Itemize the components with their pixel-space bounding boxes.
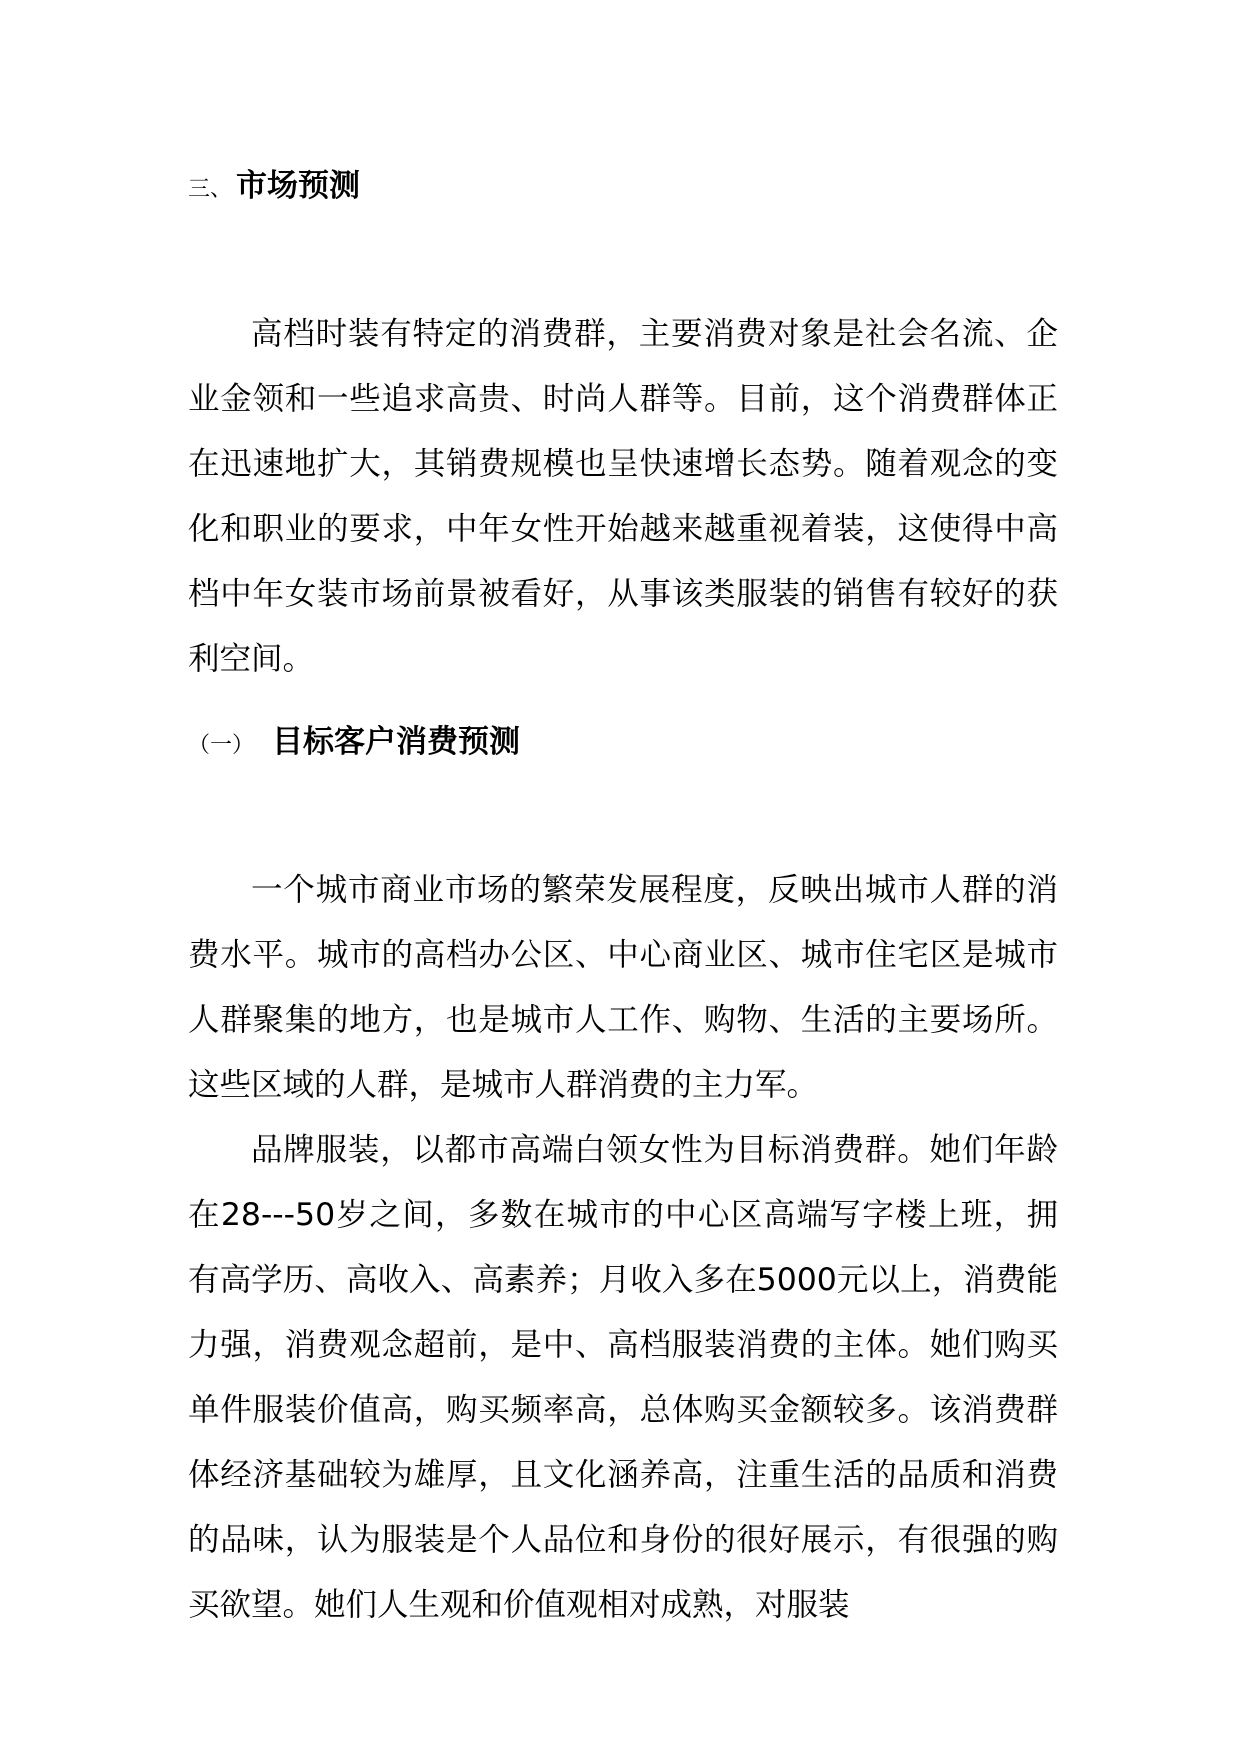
paragraph-brand-target: 品牌服装，以都市高端白领女性为目标消费群。她们年龄在28---50岁之间，多数在城市的中心区高端写字楼上班，拥有高学历、高收入、高素养；月收入多在5000元以上，消费能力强，消费观念超前，是中、高档服装消费的主体。她们购买单件服装价值高，购买频率高，总体购买金额较多。该消费群体经济基础较为雄厚，且文化涵养高，注重生活的品质和消费的品味，认为服装是个人品位和身份的很好展示，有很强的购买欲望。她们人生观和价值观相对成熟，对服装 <box>188 1131 1058 1623</box>
subsection-number: （一） <box>188 733 255 758</box>
section-number: 三、 <box>188 177 233 202</box>
subsection-title: 目标客户消费预测 <box>272 724 521 760</box>
subsection-heading <box>188 722 520 766</box>
paragraph-city-consumption: 一个城市商业市场的繁荣发展程度，反映出城市人群的消费水平。城市的高档办公区、中心商业区、城市住宅区是城市人群聚集的地方，也是城市人工作、购物、生活的主要场所。这些区域的人群，是城市人群消费的主力军。 <box>188 871 1058 1103</box>
section-heading <box>188 166 360 210</box>
section-title: 市场预测 <box>236 168 361 204</box>
intro-paragraph: 高档时装有特定的消费群，主要消费对象是社会名流、企业金领和一些追求高贵、时尚人群等。目前，这个消费群体正在迅速地扩大，其销费规模也呈快速增长态势。随着观念的变化和职业的要求，中年女性开始越来越重视着装，这使得中高档中年女装市场前景被看好，从事该类服装的销售有较好的获利空间。 <box>188 315 1058 677</box>
